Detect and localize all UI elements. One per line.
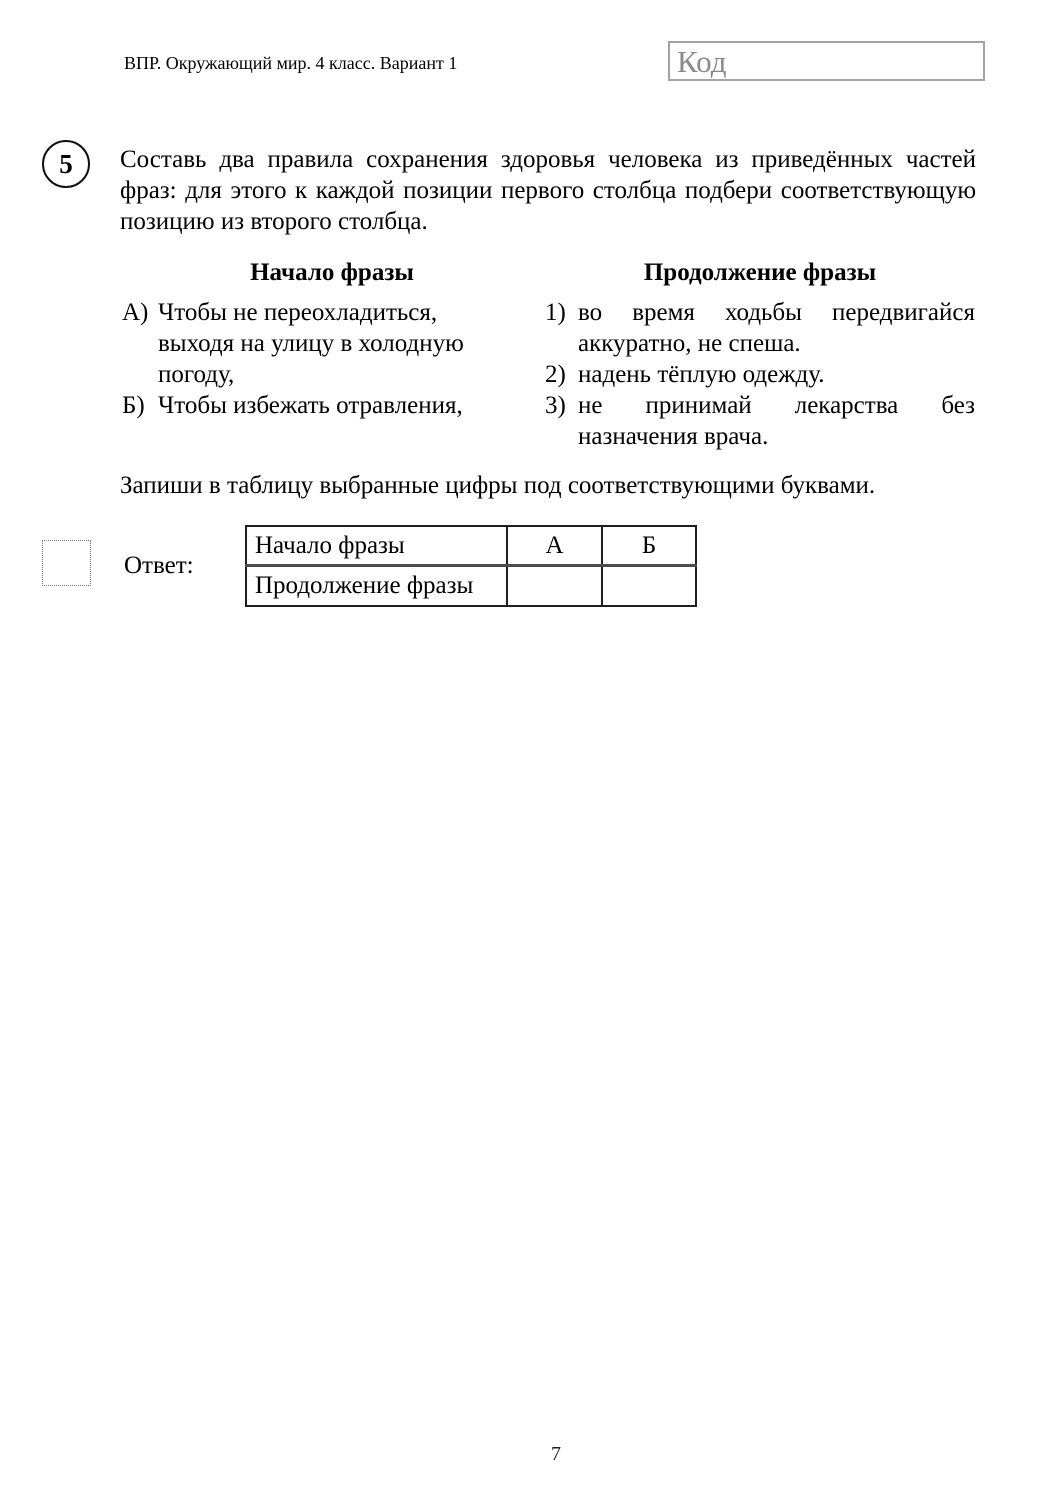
item-text: [158, 390, 542, 421]
item-text-line: погоду,: [158, 361, 235, 388]
item-text-line: во время ходьбы передвигайся: [578, 299, 975, 326]
page-number: 7: [551, 1443, 561, 1465]
answer-cell-b[interactable]: [602, 566, 696, 607]
list-item: [545, 297, 975, 359]
table-row: [246, 526, 696, 566]
answer-cell-a[interactable]: [507, 566, 602, 607]
intro-line: фраз: для этого к каждой позиции первого столбца подбери соответствующую: [120, 177, 976, 204]
item-text: [578, 359, 975, 390]
code-input-box[interactable]: [668, 41, 985, 81]
table-row: [246, 566, 696, 607]
row1-label-cell: Начало фразы: [246, 526, 507, 566]
header-cell-b: Б: [602, 526, 696, 566]
answer-label: Ответ:: [124, 552, 194, 579]
list-item: [545, 359, 975, 390]
code-label: Код: [677, 44, 727, 79]
item-text: [578, 297, 975, 359]
intro-line: позицию из второго столбца.: [120, 208, 428, 235]
item-text-line: не принимай лекарства без: [578, 392, 975, 419]
list-item: [122, 390, 542, 421]
instruction-text: Запиши в таблицу выбранные цифры под соответствующими буквами.: [120, 472, 876, 499]
item-text: [158, 297, 542, 390]
list-item: [545, 390, 975, 452]
question-intro: [120, 144, 976, 237]
question-number: 5: [59, 148, 73, 179]
intro-line: Составь два правила сохранения здоровья человека из приведённых частей: [120, 146, 976, 173]
item-text-line: назначения врача.: [578, 423, 769, 450]
item-text-line: Чтобы не переохладиться,: [158, 299, 438, 326]
list-item: [122, 297, 542, 390]
right-column-list: [545, 297, 975, 452]
header-cell-a: А: [507, 526, 602, 566]
item-text-line: надень тёплую одежду.: [578, 361, 825, 388]
left-column-list: [122, 297, 542, 421]
score-box: [42, 540, 91, 586]
item-marker: 3): [545, 392, 566, 419]
item-text: [578, 390, 975, 452]
document-title: ВПР. Окружающий мир. 4 класс. Вариант 1: [124, 53, 458, 73]
left-column-header: Начало фразы: [250, 259, 414, 286]
row2-label-cell: Продолжение фразы: [246, 566, 507, 607]
item-marker: Б): [122, 392, 145, 419]
right-column-header: Продолжение фразы: [643, 259, 877, 286]
item-marker: 2): [545, 361, 566, 388]
question-number-badge: [42, 140, 90, 188]
item-text-line: аккуратно, не спеша.: [578, 330, 801, 357]
item-text-line: Чтобы избежать отравления,: [158, 392, 463, 419]
item-text-line: выходя на улицу в холодную: [158, 330, 464, 357]
item-marker: 1): [545, 299, 566, 326]
answer-table: [245, 525, 697, 607]
item-marker: А): [122, 299, 149, 326]
